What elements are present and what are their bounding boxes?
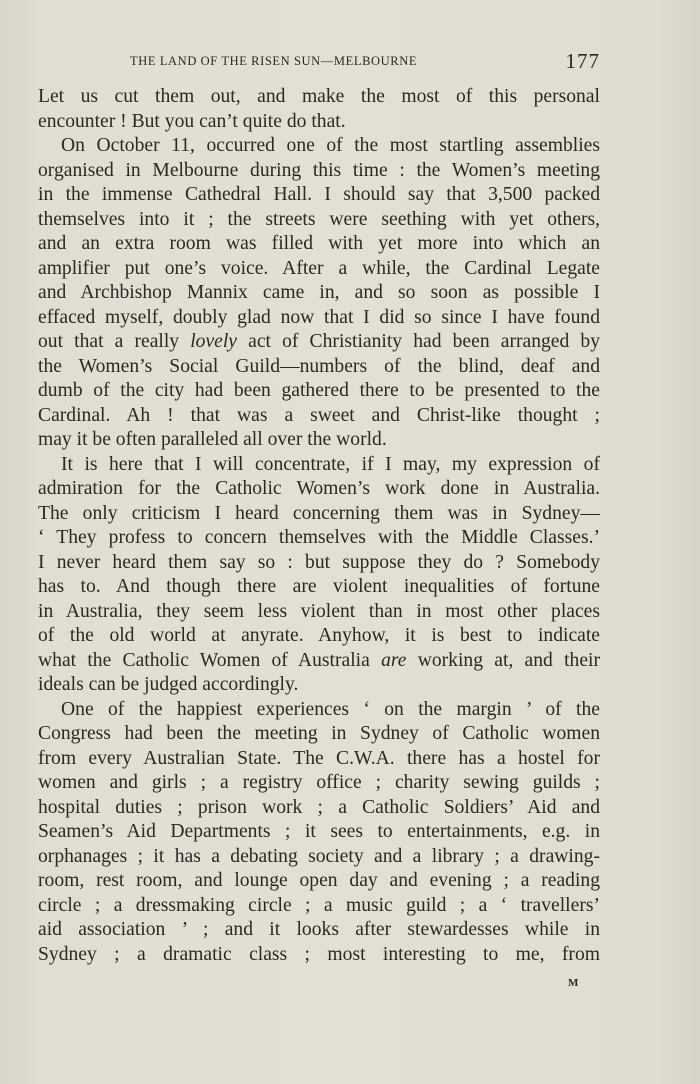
text-line: effaced myself, doubly glad now that I did so since I have found xyxy=(38,306,600,328)
text-line: It is here that I will concentrate, if I may, my expression of xyxy=(61,453,600,475)
running-title: THE LAND OF THE RISEN SUN—MELBOURNE xyxy=(130,54,418,68)
text-line: orphanages ; it has a debating society and a library ; a drawing- xyxy=(38,845,600,867)
text-line: in the immense Cathedral Hall. I should say that 3,500 packed xyxy=(38,184,600,205)
text-line: has to. And though there are violent inequalities of fortune xyxy=(38,576,600,597)
text-line: women and girls ; a registry office ; charity sewing guilds ; xyxy=(38,772,600,793)
text-line: themselves into it ; the streets were seething with yet others, xyxy=(38,208,600,230)
text-line: Let us cut them out, and make the most of this personal xyxy=(38,86,600,107)
text-line: ‘ They profess to concern themselves with the Middle Classes.’ xyxy=(38,527,600,548)
text-line: from every Australian State. The C.W.A. there has a hostel for xyxy=(38,747,600,769)
text-line: amplifier put one’s voice. After a while, the Cardinal Legate xyxy=(38,257,600,279)
text-line: circle ; a dressmaking circle ; a music guild ; a ‘ travellers’ xyxy=(38,894,600,916)
text-line: room, rest room, and lounge open day and evening ; a reading xyxy=(38,870,600,891)
text-line: ideals can be judged accordingly. xyxy=(38,674,299,695)
page-header xyxy=(38,49,600,76)
text-line: Sydney ; a dramatic class ; most interesting to me, from xyxy=(38,943,600,965)
text-line: of the old world at anyrate. Anyhow, it is best to indicate xyxy=(38,625,600,646)
signature-mark: M xyxy=(568,977,580,989)
text-line: dumb of the city had been gathered there to be presented to the xyxy=(38,380,600,401)
text-line: The only criticism I heard concerning them was in Sydney— xyxy=(38,502,600,524)
text-line: hospital duties ; prison work ; a Catholic Soldiers’ Aid and xyxy=(38,796,600,818)
text-line: Seamen’s Aid Departments ; it sees to entertainments, e.g. in xyxy=(38,821,600,842)
text-line: I never heard them say so : but suppose they do ? Somebody xyxy=(38,551,600,573)
page-number: 177 xyxy=(565,49,600,73)
text-line: what the Catholic Women of Australia are working at, and their xyxy=(38,649,600,671)
text-line: and an extra room was filled with yet more into which an xyxy=(38,233,600,254)
body-text xyxy=(38,85,600,967)
text-line: encounter ! But you can’t quite do that. xyxy=(38,110,346,132)
text-line: organised in Melbourne during this time : the Women’s meeting xyxy=(38,159,600,181)
text-line: aid association ’ ; and it looks after stewardesses while in xyxy=(38,919,600,940)
text-line: One of the happiest experiences ‘ on the margin ’ of the xyxy=(61,698,600,720)
text-line: Congress had been the meeting in Sydney of Catholic women xyxy=(38,723,600,744)
text-line: in Australia, they seem less violent than in most other places xyxy=(38,600,600,622)
text-line: admiration for the Catholic Women’s work done in Australia. xyxy=(38,478,600,499)
text-line: On October 11, occurred one of the most startling assemblies xyxy=(61,135,600,156)
text-line: the Women’s Social Guild—numbers of the blind, deaf and xyxy=(38,355,600,377)
text-line: Cardinal. Ah ! that was a sweet and Christ-like thought ; xyxy=(38,404,600,426)
text-line: and Archbishop Mannix came in, and so soon as possible I xyxy=(38,282,600,303)
text-line: may it be often paralleled all over the world. xyxy=(38,429,387,450)
text-line: out that a really lovely act of Christianity had been arranged by xyxy=(38,331,601,352)
